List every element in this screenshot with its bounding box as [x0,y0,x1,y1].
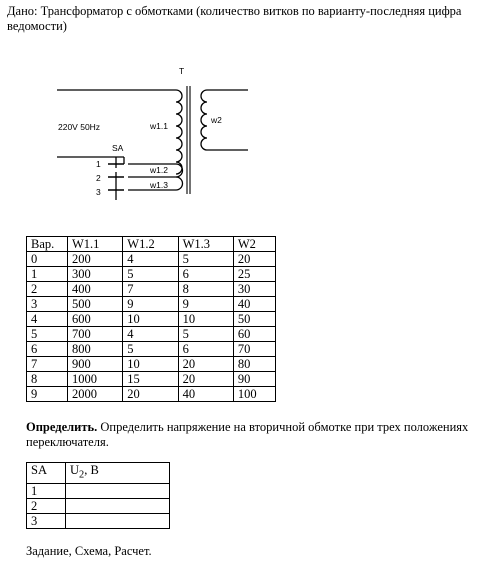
cell-w1-1: 400 [68,282,123,297]
cell-variant: 8 [27,372,68,387]
table-row [27,513,170,528]
cell-w1-1: 1000 [68,372,123,387]
primary-coil-w1-3 [176,177,183,190]
answers-body [27,483,170,528]
cell-variant: 4 [27,312,68,327]
cell-w2: 25 [233,267,275,282]
answer-cell-u2 [66,513,170,528]
cell-variant: 1 [27,267,68,282]
cell-w1-1: 700 [68,327,123,342]
table-row [27,252,276,267]
cell-w1-1: 300 [68,267,123,282]
cell-variant: 0 [27,252,68,267]
answer-cell-u2 [66,483,170,498]
cell-w1-2: 4 [123,252,178,267]
primary-coil-w1-1 [176,90,182,174]
cell-w1-1: 800 [68,342,123,357]
cell-w1-3: 20 [178,372,233,387]
table-row [27,282,276,297]
coil-label-w1-2: w1.2 [150,165,168,175]
u-symbol: U [70,463,80,477]
cell-variant: 7 [27,357,68,372]
cell-w1-3: 8 [178,282,233,297]
cell-w1-1: 200 [68,252,123,267]
answer-cell-sa: 1 [27,483,66,498]
coil-label-w1-1: w1.1 [150,121,168,131]
cell-w1-3: 10 [178,312,233,327]
cell-w1-2: 9 [123,297,178,312]
u-subscript: 2 [79,469,85,481]
given-paragraph [7,4,493,34]
cell-w1-2: 20 [123,387,178,402]
variants-header-row [27,237,276,252]
secondary-coil-w2 [201,90,207,150]
variants-body [27,252,276,402]
cell-w1-3: 9 [178,297,233,312]
table-row [27,372,276,387]
table-row [27,312,276,327]
cell-w1-3: 20 [178,357,233,372]
cell-variant: 5 [27,327,68,342]
cell-w1-2: 7 [123,282,178,297]
cell-w1-2: 15 [123,372,178,387]
cell-w1-2: 10 [123,357,178,372]
cell-w1-2: 5 [123,342,178,357]
cell-w1-1: 600 [68,312,123,327]
cell-w2: 50 [233,312,275,327]
header-variant: Вар. [27,237,68,252]
header-w2: W2 [233,237,275,252]
task-label: Определить. [26,420,98,434]
cell-w2: 100 [233,387,275,402]
table-row [27,267,276,282]
cell-w1-2: 4 [123,327,178,342]
given-text: Трансформатор с обмотками (количество витков по варианту-последняя цифра ведомости) [7,4,462,33]
table-row [27,483,170,498]
transformer-label: T [179,66,185,76]
answer-cell-u2 [66,498,170,513]
cell-variant: 9 [27,387,68,402]
switch-position-3: 3 [96,187,101,197]
header-w1-2: W1.2 [123,237,178,252]
cell-w1-1: 500 [68,297,123,312]
header-w1-1: W1.1 [68,237,123,252]
cell-w2: 70 [233,342,275,357]
header-w1-3: W1.3 [178,237,233,252]
answer-cell-sa: 2 [27,498,66,513]
given-label: Дано: [7,4,38,18]
answer-header-u2 [66,463,170,484]
footer-text: Задание, Схема, Расчет. [26,544,152,558]
switch-position-1: 1 [96,159,101,169]
table-row [27,327,276,342]
cell-variant: 3 [27,297,68,312]
cell-w2: 30 [233,282,275,297]
task-text: Определить напряжение на вторичной обмотке при трех положениях переключателя. [26,420,469,449]
cell-w2: 20 [233,252,275,267]
cell-w1-2: 5 [123,267,178,282]
cell-w1-3: 6 [178,342,233,357]
u-unit: , В [84,463,99,477]
answer-header-sa: SA [27,463,66,484]
transformer-circuit-diagram [0,60,300,210]
table-row [27,357,276,372]
cell-w2: 60 [233,327,275,342]
cell-w1-1: 900 [68,357,123,372]
switch-label: SA [112,143,124,153]
coil-label-w2: w2 [211,115,222,125]
table-row [27,297,276,312]
cell-w1-2: 10 [123,312,178,327]
cell-w1-3: 5 [178,252,233,267]
cell-w1-3: 6 [178,267,233,282]
cell-variant: 2 [27,282,68,297]
coil-label-w1-3: w1.3 [150,180,168,190]
switch-position-2: 2 [96,173,101,183]
cell-w2: 90 [233,372,275,387]
answer-table [26,462,170,529]
cell-w1-3: 5 [178,327,233,342]
variants-table [26,236,276,402]
cell-variant: 6 [27,342,68,357]
cell-w1-1: 2000 [68,387,123,402]
table-row [27,387,276,402]
table-row [27,342,276,357]
table-row [27,498,170,513]
cell-w2: 40 [233,297,275,312]
answer-cell-sa: 3 [27,513,66,528]
supply-label: 220V 50Hz [58,122,101,132]
cell-w1-3: 40 [178,387,233,402]
answer-header-row [27,463,170,484]
task-paragraph [26,420,494,450]
cell-w2: 80 [233,357,275,372]
